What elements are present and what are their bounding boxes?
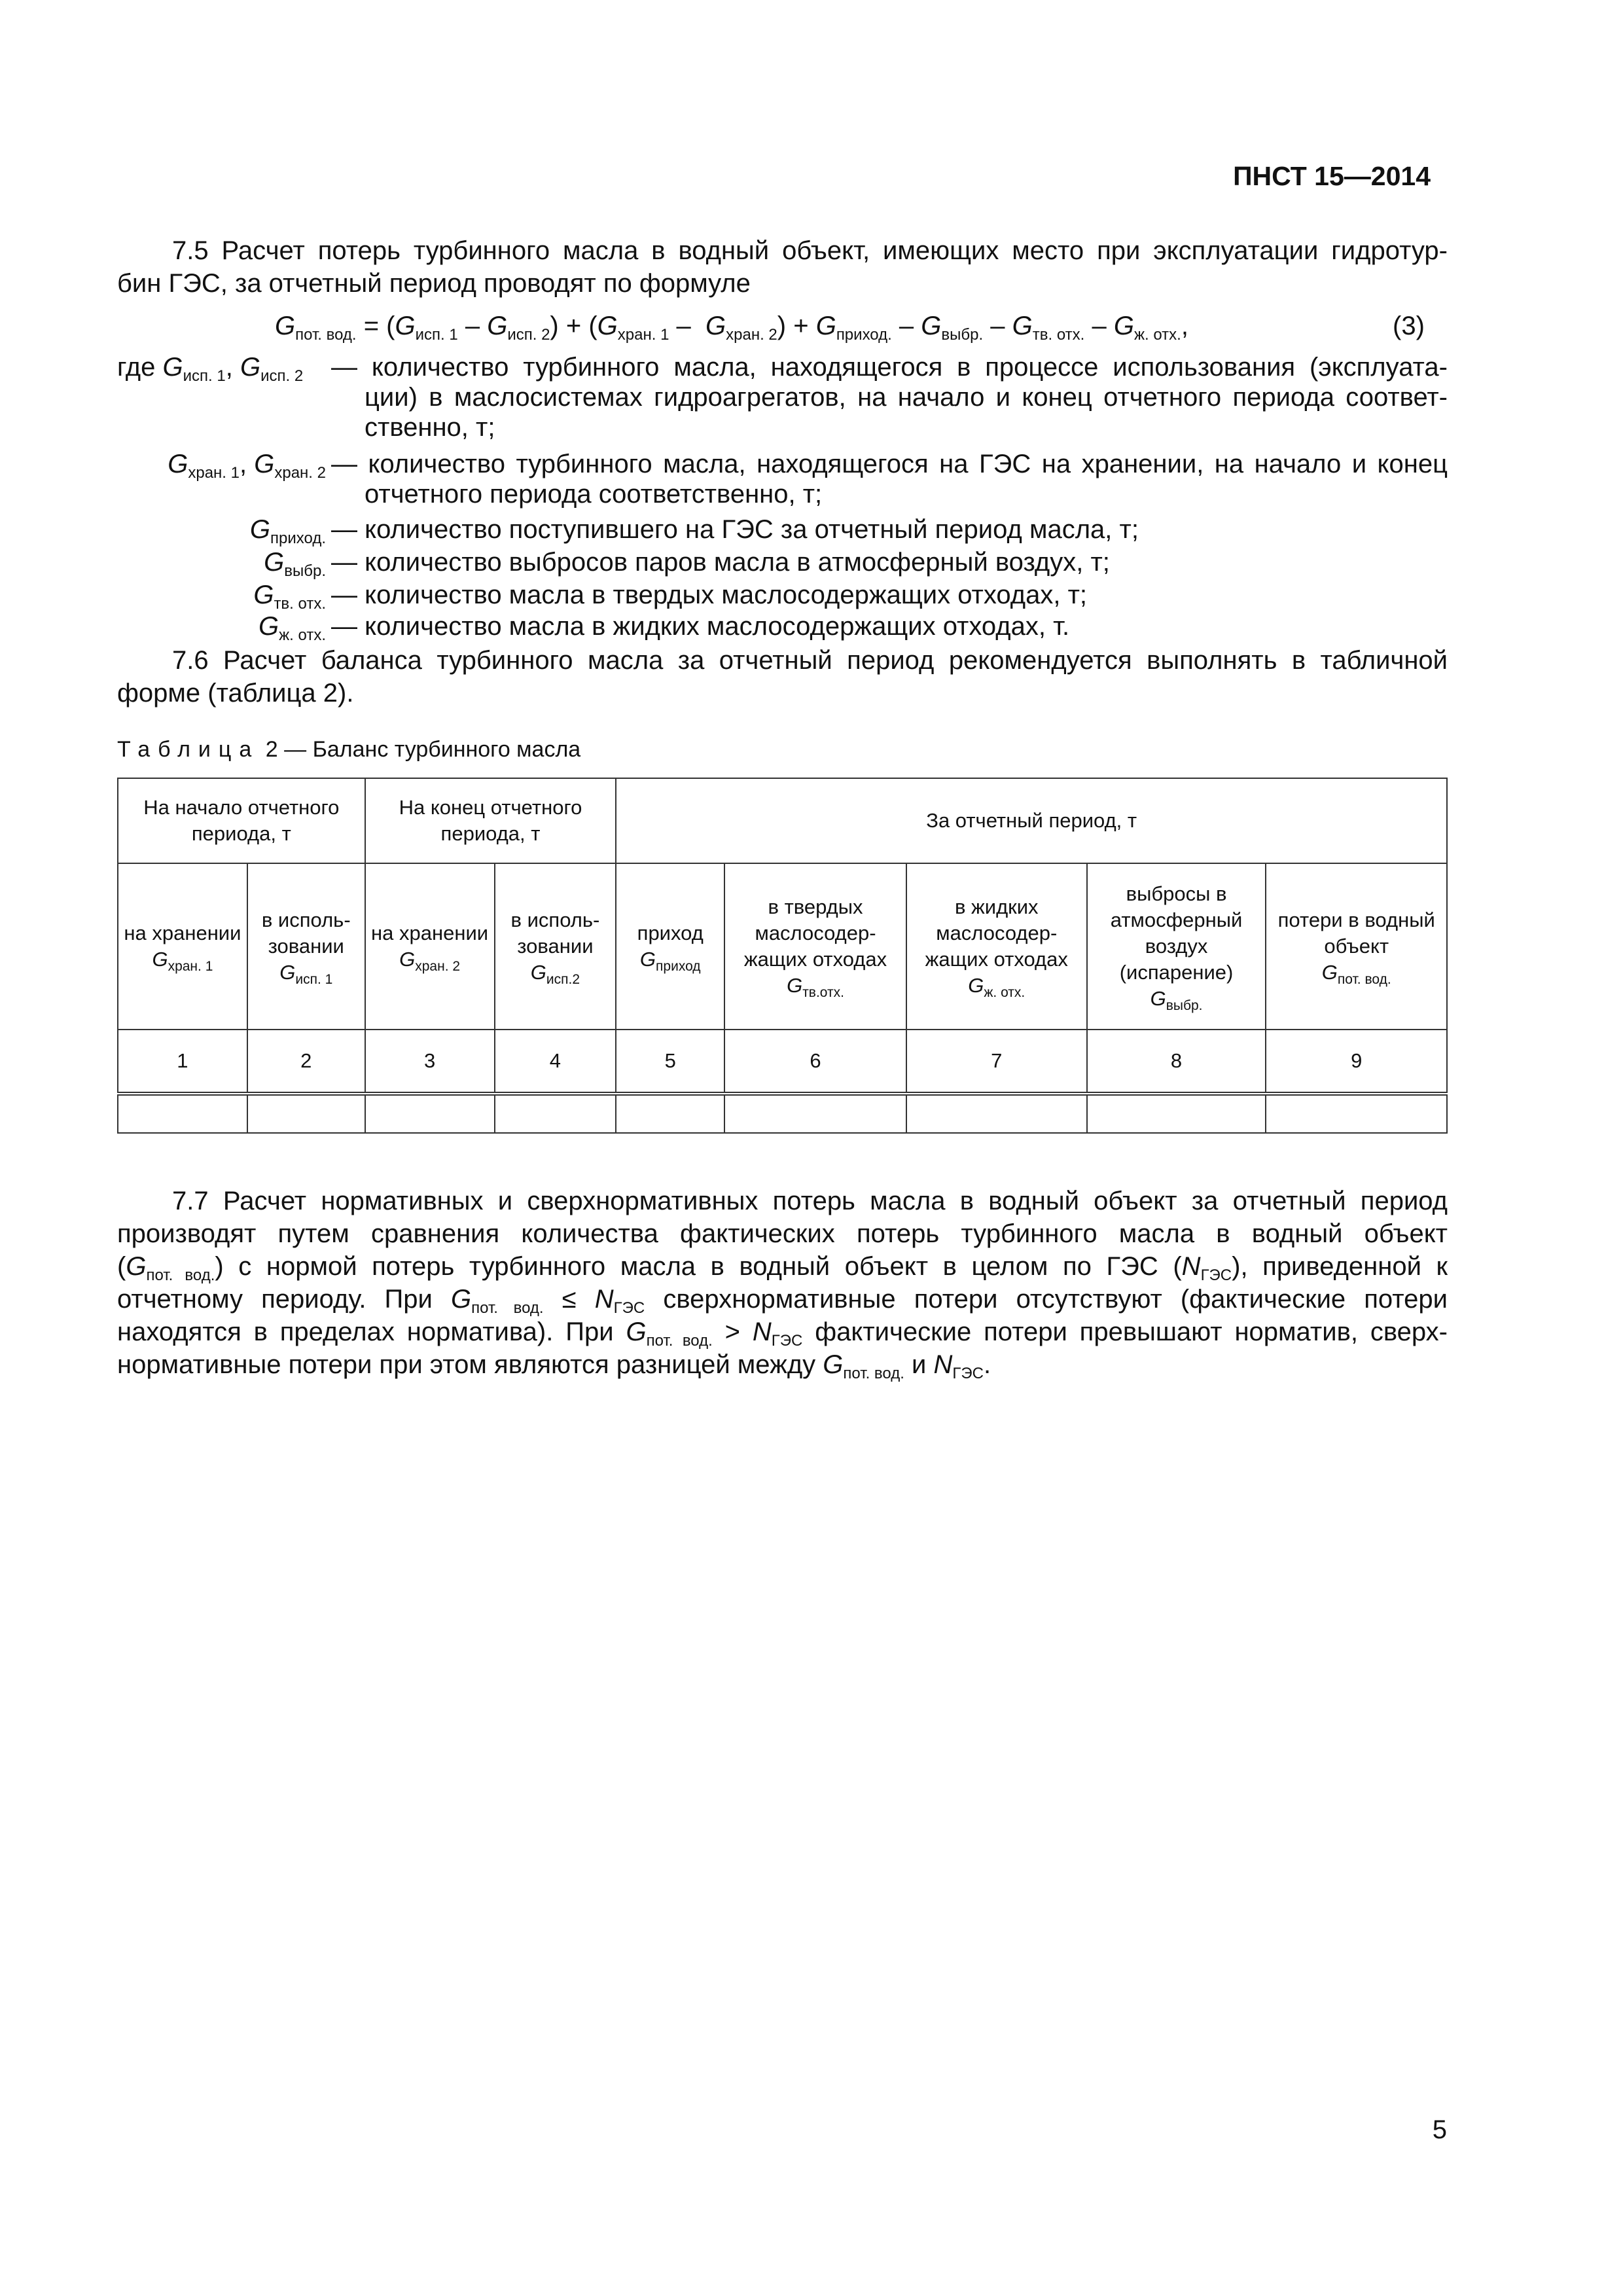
section-7-7-line3: $(G_{пот. вод.})$ с нормой потерь турбинного масла в водный объект в целом по ГЭС $(N_{ГЭС})$, приведенной к	[117, 1252, 1448, 1284]
section-7-7-line5: находятся в пределах норматива). При $G_{пот. вод.} > N_{ГЭС}$ фактические потери превышают норматив, сверх-	[117, 1318, 1448, 1350]
col-number: 4	[495, 1030, 616, 1094]
where-desc-hran: — количество турбинного масла, находящегося на ГЭС на хранении, на начало и конец	[331, 450, 1448, 478]
col-header-7: в жидких маслосодер-жащих отходах $G_{ж. отх.}$	[906, 863, 1087, 1030]
section-7-6-line2: форме (таблица 2).	[117, 679, 354, 708]
col-number: 7	[906, 1030, 1087, 1094]
section-7-7-line2: производят путем сравнения количества фактических потерь турбинного масла в водный объект	[117, 1219, 1448, 1248]
col-header-9: потери в водный объект $G_{пот. вод.}$	[1266, 863, 1447, 1030]
where-desc-tv: — количество масла в твердых маслосодержащих отходах, т;	[331, 581, 1088, 609]
section-7-7-line1: 7.7 Расчет нормативных и сверхнормативных потерь масла в водный объект за отчетный период	[172, 1187, 1448, 1215]
empty-cell	[365, 1094, 495, 1133]
col-header-5: приход $G_{приход}$	[616, 863, 724, 1030]
col-number: 8	[1087, 1030, 1266, 1094]
col-number: 5	[616, 1030, 724, 1094]
section-7-6-line1: 7.6 Расчет баланса турбинного масла за отчетный период рекомендуется выполнять в табличной	[172, 646, 1448, 675]
col-number: 3	[365, 1030, 495, 1094]
where-desc-hran-cont: отчетного периода соответственно, т;	[365, 480, 823, 509]
document-code: ПНСТ 15—2014	[1233, 161, 1431, 191]
where-term-isp: где $G_{исп. 1}$, $G_{исп. 2}$	[117, 353, 304, 385]
empty-cell	[495, 1094, 616, 1133]
balance-table	[117, 778, 1448, 1134]
where-desc-isp: — количество турбинного масла, находящегося в процессе использования (эксплуата-	[331, 353, 1448, 382]
where-desc-zh: — количество масла в жидких маслосодержащих отходах, т.	[331, 612, 1070, 641]
section-7-5-line1: 7.5 Расчет потерь турбинного масла в водный объект, имеющих место при эксплуатации гидротур-	[172, 236, 1448, 265]
col-number: 2	[247, 1030, 365, 1094]
header-reporting-period: За отчетный период, т	[616, 778, 1447, 863]
page-number: 5	[1432, 2115, 1447, 2144]
where-desc-isp-cont: ции) в маслосистемах гидроагрегатов, на начало и конец отчетного периода соответ-	[365, 383, 1448, 412]
section-7-7-line4: отчетному периоду. При $G_{пот. вод.} \le N_{ГЭС}$ сверхнормативные потери отсутствуют (фактические потери	[117, 1285, 1448, 1317]
where-term-hran: $G_{хран. 1}$, $G_{хран. 2}$	[168, 450, 326, 482]
where-term-zh: $G_{ж. отх.}$	[259, 612, 326, 644]
where-desc-vybr: — количество выбросов паров масла в атмосферный воздух, т;	[331, 548, 1110, 577]
col-header-4: в исполь-зовании $G_{исп.2}$	[495, 863, 616, 1030]
where-desc-isp-cont2: ственно, т;	[365, 413, 495, 442]
empty-cell	[118, 1094, 247, 1133]
col-number: 6	[724, 1030, 906, 1094]
table-caption: Таблица 2 — Баланс турбинного масла	[117, 737, 581, 762]
empty-cell	[1087, 1094, 1266, 1133]
col-header-3: на хранении $G_{хран. 2}$	[365, 863, 495, 1030]
empty-cell	[906, 1094, 1087, 1133]
empty-cell	[724, 1094, 906, 1133]
where-term-tv: $G_{тв. отх.}$	[253, 581, 326, 613]
section-7-7-line6: нормативные потери при этом являются разницей между $G_{пот. вод.}$ и $N_{ГЭС}$.	[117, 1350, 991, 1382]
col-header-1: на хранении $G_{хран. 1}$	[118, 863, 247, 1030]
col-header-2: в исполь-зовании $G_{исп. 1}$	[247, 863, 365, 1030]
empty-cell	[247, 1094, 365, 1133]
header-start-period: На начало отчетного периода, т	[118, 778, 365, 863]
col-number: 1	[118, 1030, 247, 1094]
formula-3: $G_{пот. вод.} = (G_{исп. 1} - G_{исп. 2}) + (G_{хран. 1} - G_{хран. 2}) + G_{приход.} - G_{выбр.} - G_{тв. отх.} - G_{ж. отх.}$,	[275, 312, 1188, 344]
empty-cell	[616, 1094, 724, 1133]
header-end-period: На конец отчетного периода, т	[365, 778, 616, 863]
col-number: 9	[1266, 1030, 1447, 1094]
where-desc-prihod: — количество поступившего на ГЭС за отчетный период масла, т;	[331, 515, 1139, 544]
col-header-8: выбросы в атмосферный воздух (испарение) $G_{выбр.}$	[1087, 863, 1266, 1030]
where-term-prihod: $G_{приход.}$	[249, 515, 326, 547]
where-term-vybr: $G_{выбр.}$	[264, 548, 326, 580]
empty-cell	[1266, 1094, 1447, 1133]
col-header-6: в твердых маслосодер-жащих отходах $G_{тв.отх.}$	[724, 863, 906, 1030]
section-7-5-line2: бин ГЭС, за отчетный период проводят по формуле	[117, 269, 751, 298]
formula-number: (3)	[1393, 312, 1425, 340]
